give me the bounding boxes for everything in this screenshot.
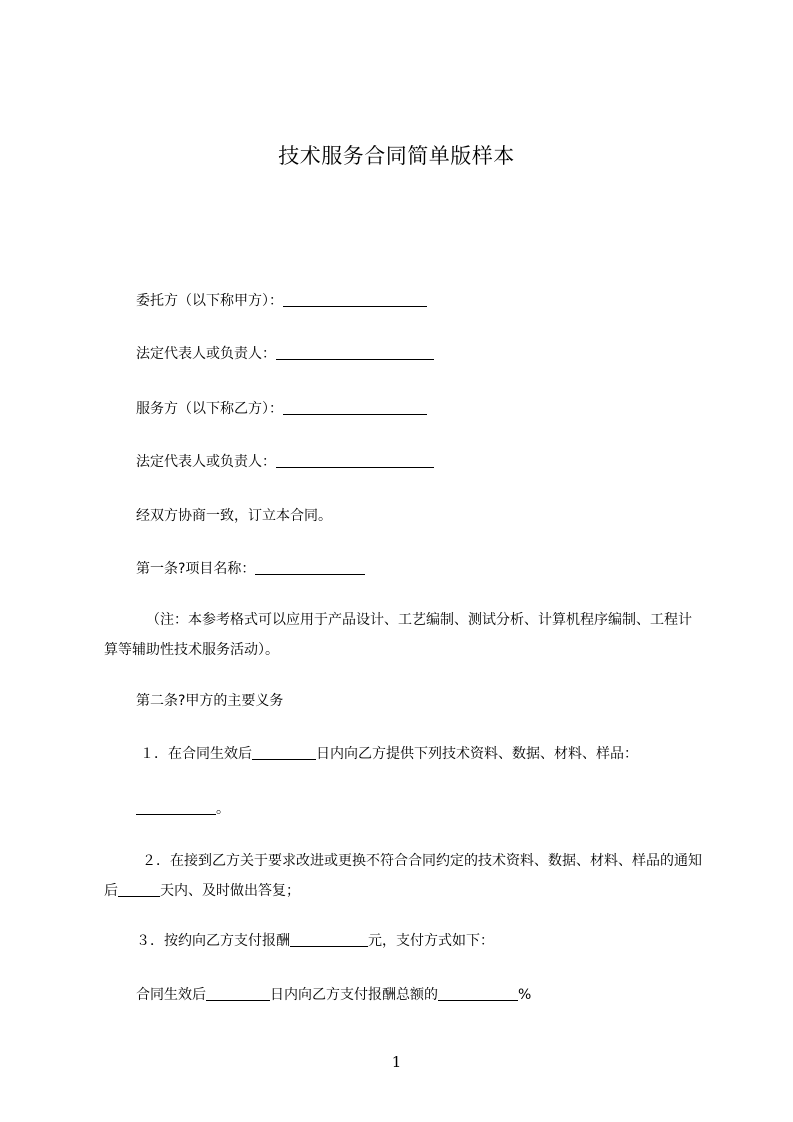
client-label: 委托方（以下称甲方）： [136,293,283,309]
provider-rep-line [136,450,434,474]
item1-end: 。 [216,801,230,817]
page-number: 1 [391,1053,402,1071]
payment-middle: 日内向乙方支付报酬总额的 [270,987,438,1003]
item1-days-blank[interactable] [252,744,316,760]
document-title: 技术服务合同简单版样本 [278,144,515,168]
provider-line [136,397,427,421]
item1-line [140,742,638,766]
payment-prefix: 合同生效后 [136,987,206,1003]
provider-rep-blank[interactable] [276,452,434,468]
article1-label: 第一条?项目名称： [136,561,256,577]
client-rep-blank[interactable] [276,344,434,360]
item1-prefix: １．在合同生效后 [140,746,252,762]
payment-suffix: % [518,987,532,1003]
item1-materials-line [136,797,230,821]
payment-percent-blank[interactable] [438,985,518,1001]
fee-blank[interactable] [290,931,368,947]
payment-days-blank[interactable] [206,985,270,1001]
item2-prefix: ２．在接到乙方关于要求改进或更换不符合合同约定的技术资料、数据、材料、样品的通知后 [104,853,702,899]
client-blank[interactable] [283,291,427,307]
item3-line [136,929,494,953]
item1-suffix: 日内向乙方提供下列技术资料、数据、材料、样品： [316,746,638,762]
materials-blank[interactable] [136,799,216,815]
provider-blank[interactable] [283,399,427,415]
article1-line [136,557,365,581]
article2-heading: 第二条?甲方的主要义务 [136,693,284,709]
item2-suffix: 天内、及时做出答复； [160,883,300,899]
client-rep-label: 法定代表人或负责人： [136,346,276,362]
item2-days-blank[interactable] [118,881,160,897]
project-name-blank[interactable] [255,559,365,575]
agreement-text: 经双方协商一致，订立本合同。 [136,508,332,524]
note-paragraph: （注：本参考格式可以应用于产品设计、工艺编制、测试分析、计算机程序编制、工程计算等辅助性技术服务活动）。 [104,612,692,658]
provider-rep-label: 法定代表人或负责人： [136,454,276,470]
client-rep-line [136,342,434,366]
client-line [136,289,427,313]
provider-label: 服务方（以下称乙方）： [136,401,283,417]
payment-line [136,983,531,1007]
item3-prefix: ３．按约向乙方支付报酬 [136,933,290,949]
item3-suffix: 元，支付方式如下： [368,933,494,949]
item2-paragraph [104,846,704,906]
